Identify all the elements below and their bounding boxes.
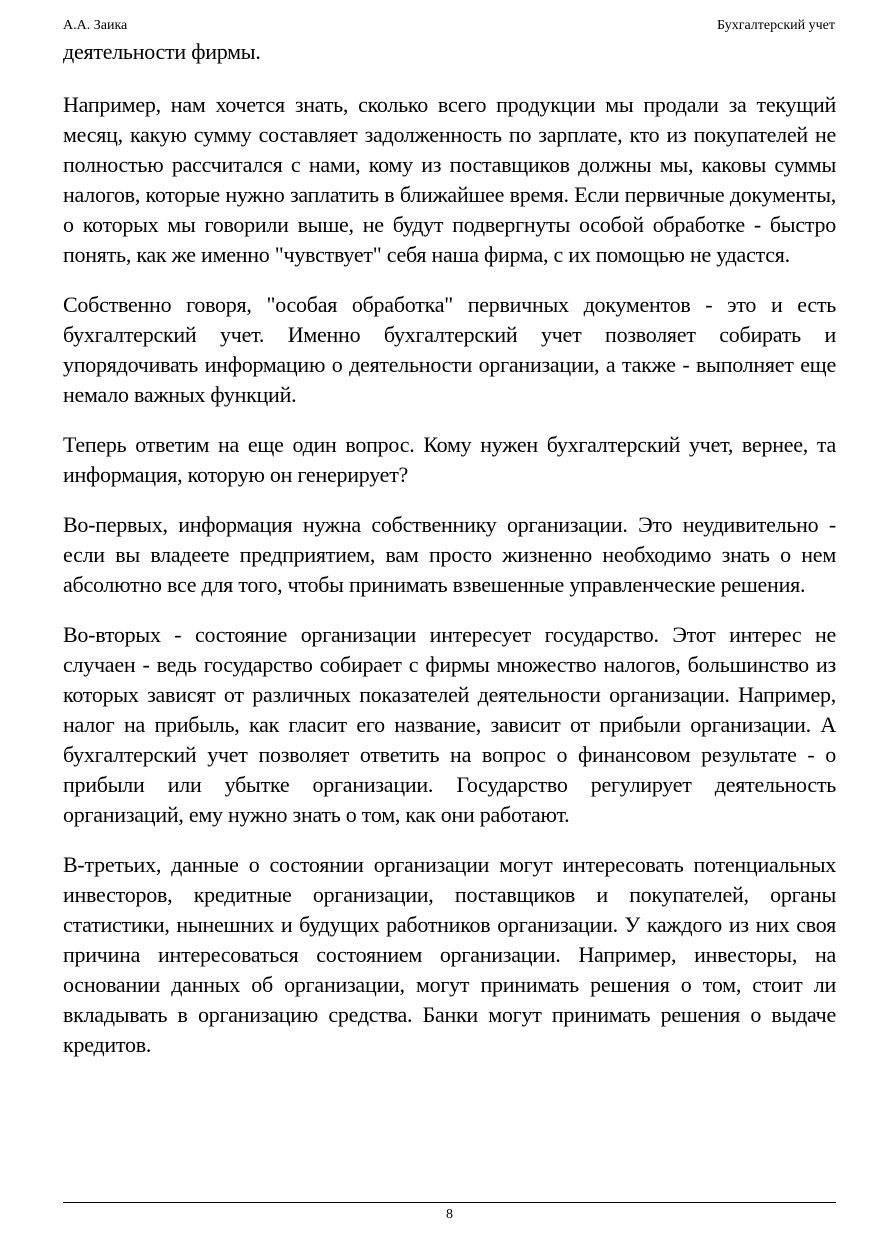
paragraph-state: Во-вторых - состояние организации интересует государство. Этот интерес не случаен - ведь государство собирает с фирмы множество налогов, большинство из которых зависят от различных показателей деятельности организации. Например, налог на прибыль, как гласит его название, зависит от прибыли организации. А бухгалтерский учет позволяет ответить на вопрос о финансовом результате - о прибыли или убытке организации. Государство регулирует деятельность организаций, ему нужно знать о том, как они работают.: [63, 622, 836, 827]
paragraph-example: Например, нам хочется знать, сколько всего продукции мы продали за текущий месяц, какую сумму составляет задолженность по зарплате, кто из покупателей не полностью рассчитался с нами, кому из поставщиков должны мы, каковы суммы налогов, которые нужно заплатить в ближайшее время. Если первичные документы, о которых мы говорили выше, не будут подвергнуты особой обработке - быстро понять, как же именно "чувствует" себя наша фирма, с их помощью не удастся.: [63, 92, 836, 267]
page-header: [63, 16, 835, 36]
header-title: Бухгалтерский учет: [717, 18, 835, 33]
paragraph-question: Теперь ответим на еще один вопрос. Кому нужен бухгалтерский учет, вернее, та информация, которую он генерирует?: [63, 432, 836, 487]
page-number: 8: [446, 1207, 453, 1222]
header-author: А.А. Заика: [63, 18, 128, 33]
paragraph-definition: Собственно говоря, "особая обработка" первичных документов - это и есть бухгалтерский учет. Именно бухгалтерский учет позволяет собирать и упорядочивать информацию о деятельности организации, а также - выполняет еще немало важных функций.: [63, 292, 836, 407]
paragraph-owner: Во-первых, информация нужна собственнику организации. Это неудивительно - если вы владеете предприятием, вам просто жизненно необходимо знать о нем абсолютно все для того, чтобы принимать взвешенные управленческие решения.: [63, 512, 836, 597]
page-body: [63, 37, 836, 1080]
paragraph-others: В-третьих, данные о состоянии организации могут интересовать потенциальных инвесторов, кредитные организации, поставщиков и покупателей, органы статистики, нынешних и будущих работников организации. У каждого из них своя причина интересоваться состоянием организации. Например, инвесторы, на основании данных об организации, могут принимать решения о том, стоит ли вкладывать в организацию средства. Банки могут принимать решения о выдаче кредитов.: [63, 852, 836, 1057]
footer-divider: [63, 1202, 836, 1203]
paragraph-continuation: деятельности фирмы.: [63, 39, 261, 64]
